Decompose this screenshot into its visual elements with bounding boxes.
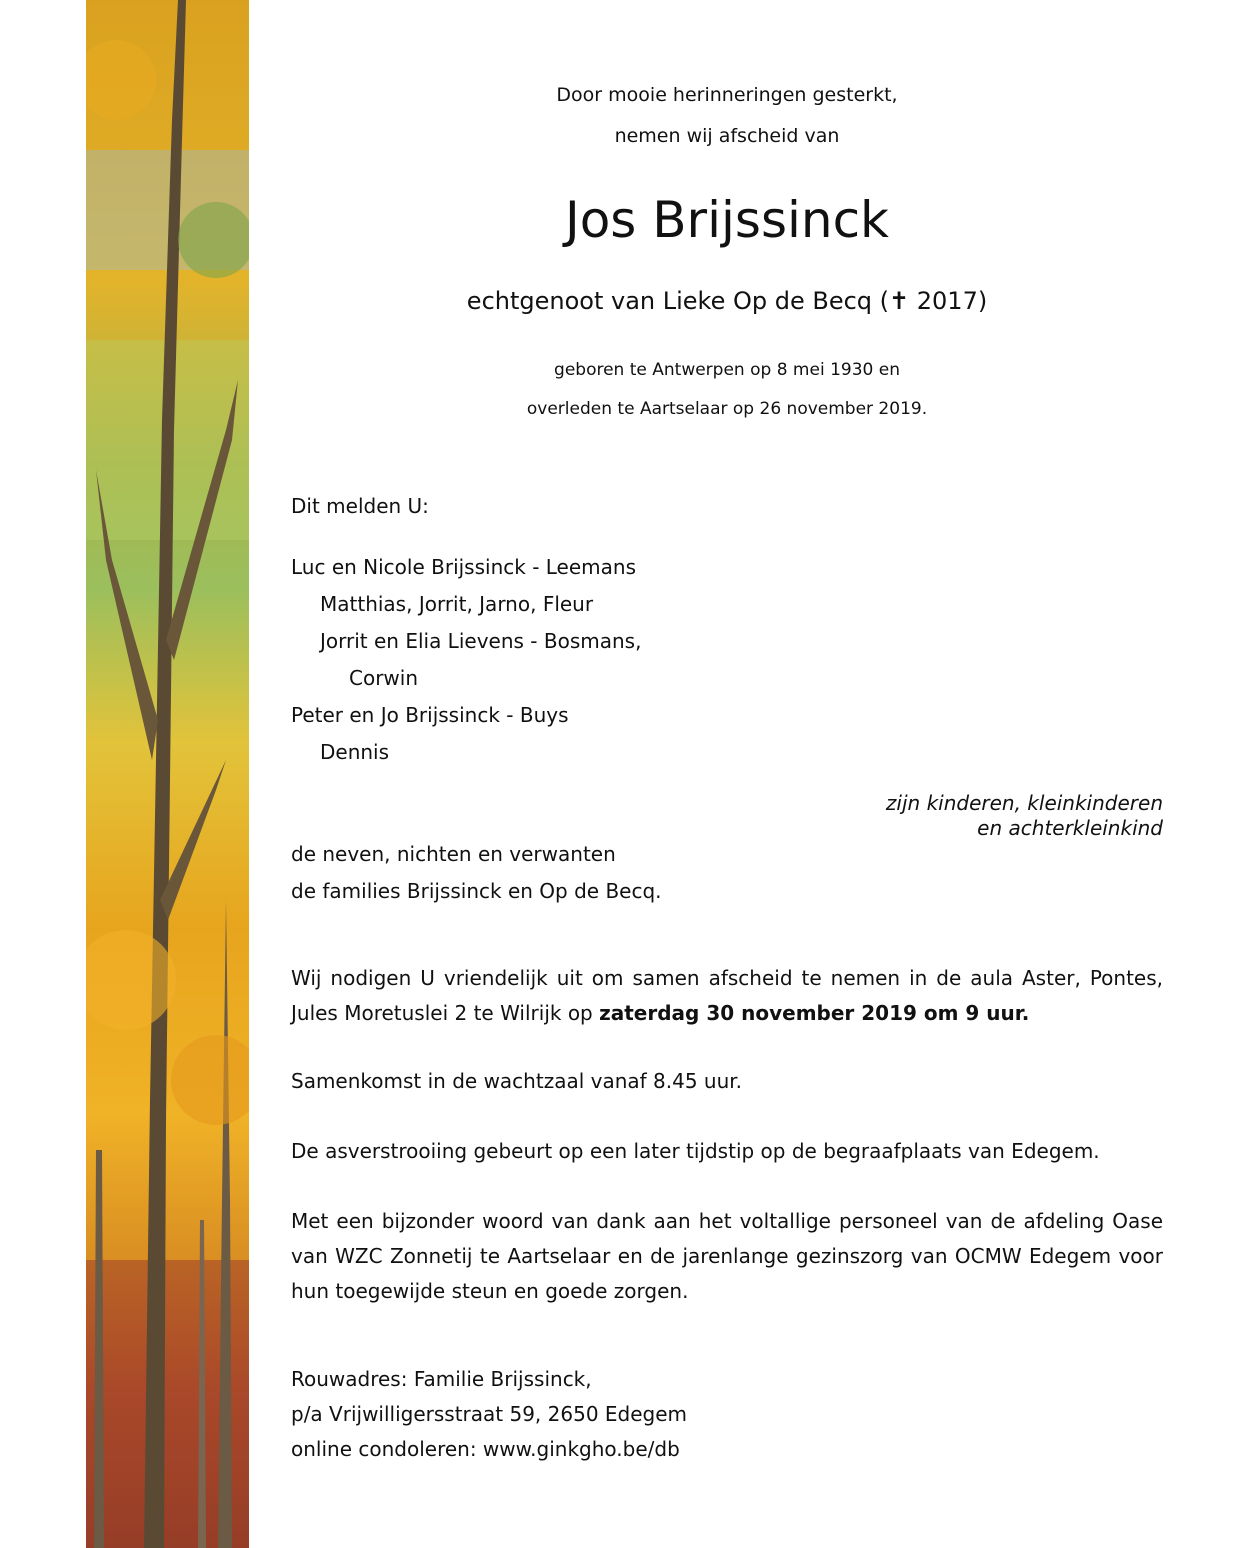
- family-line: Luc en Nicole Brijssinck - Leemans: [291, 555, 636, 579]
- intro-line-1: Door mooie herinneringen gesterkt,: [556, 84, 898, 106]
- family-line: Peter en Jo Brijssinck - Buys: [291, 703, 569, 727]
- death-line: overleden te Aartselaar op 26 november 2019.: [526, 399, 928, 419]
- address-line-2: p/a Vrijwilligersstraat 59, 2650 Edegem: [291, 1402, 688, 1426]
- birth-line: geboren te Antwerpen op 8 mei 1930 en: [554, 360, 900, 380]
- thanks-text: Met een bijzonder woord van dank aan het voltallige personeel van de afdeling Oase van WZC Zonnetij te Aartselaar en de jarenlange gezinszorg van OCMW Edegem voor hun toegewijde steun en goede zorgen.: [291, 1209, 1163, 1303]
- address-line-1: Rouwadres: Familie Brijssinck,: [291, 1367, 592, 1391]
- family-line: Corwin: [349, 666, 419, 690]
- family-line: Matthias, Jorrit, Jarno, Fleur: [320, 592, 594, 616]
- service-datetime: zaterdag 30 november 2019 om 9 uur.: [599, 1001, 1030, 1025]
- spouse-line: echtgenoot van Lieke Op de Becq (✝ 2017): [466, 287, 988, 315]
- scattering-text: De asverstrooiing gebeurt op een later tijdstip op de begraafplaats van Edegem.: [291, 1139, 1100, 1163]
- family-line: Jorrit en Elia Lievens - Bosmans,: [320, 629, 642, 653]
- online-condolences-link[interactable]: online condoleren: www.ginkgho.be/db: [291, 1437, 680, 1461]
- forest-illustration: [86, 0, 249, 1548]
- intro-line-2: nemen wij afscheid van: [614, 125, 840, 147]
- relatives-line: de families Brijssinck en Op de Becq.: [291, 879, 662, 903]
- autumn-forest-image: [86, 0, 249, 1548]
- relatives-line: de neven, nichten en verwanten: [291, 842, 616, 866]
- relation-line-2: en achterkleinkind: [977, 816, 1163, 840]
- gathering-text: Samenkomst in de wachtzaal vanaf 8.45 uur.: [291, 1069, 743, 1093]
- invitation-text: Wij nodigen U vriendelijk uit om samen afscheid te nemen in de aula Aster, Pontes, Jules Moretuslei 2 te Wilrijk op: [291, 966, 1163, 1025]
- family-line: Dennis: [320, 740, 390, 764]
- announcers-heading: Dit melden U:: [291, 494, 429, 518]
- deceased-name: Jos Brijssinck: [564, 191, 890, 249]
- service-invitation: [291, 961, 1163, 1031]
- relation-line-1: zijn kinderen, kleinkinderen: [885, 791, 1163, 815]
